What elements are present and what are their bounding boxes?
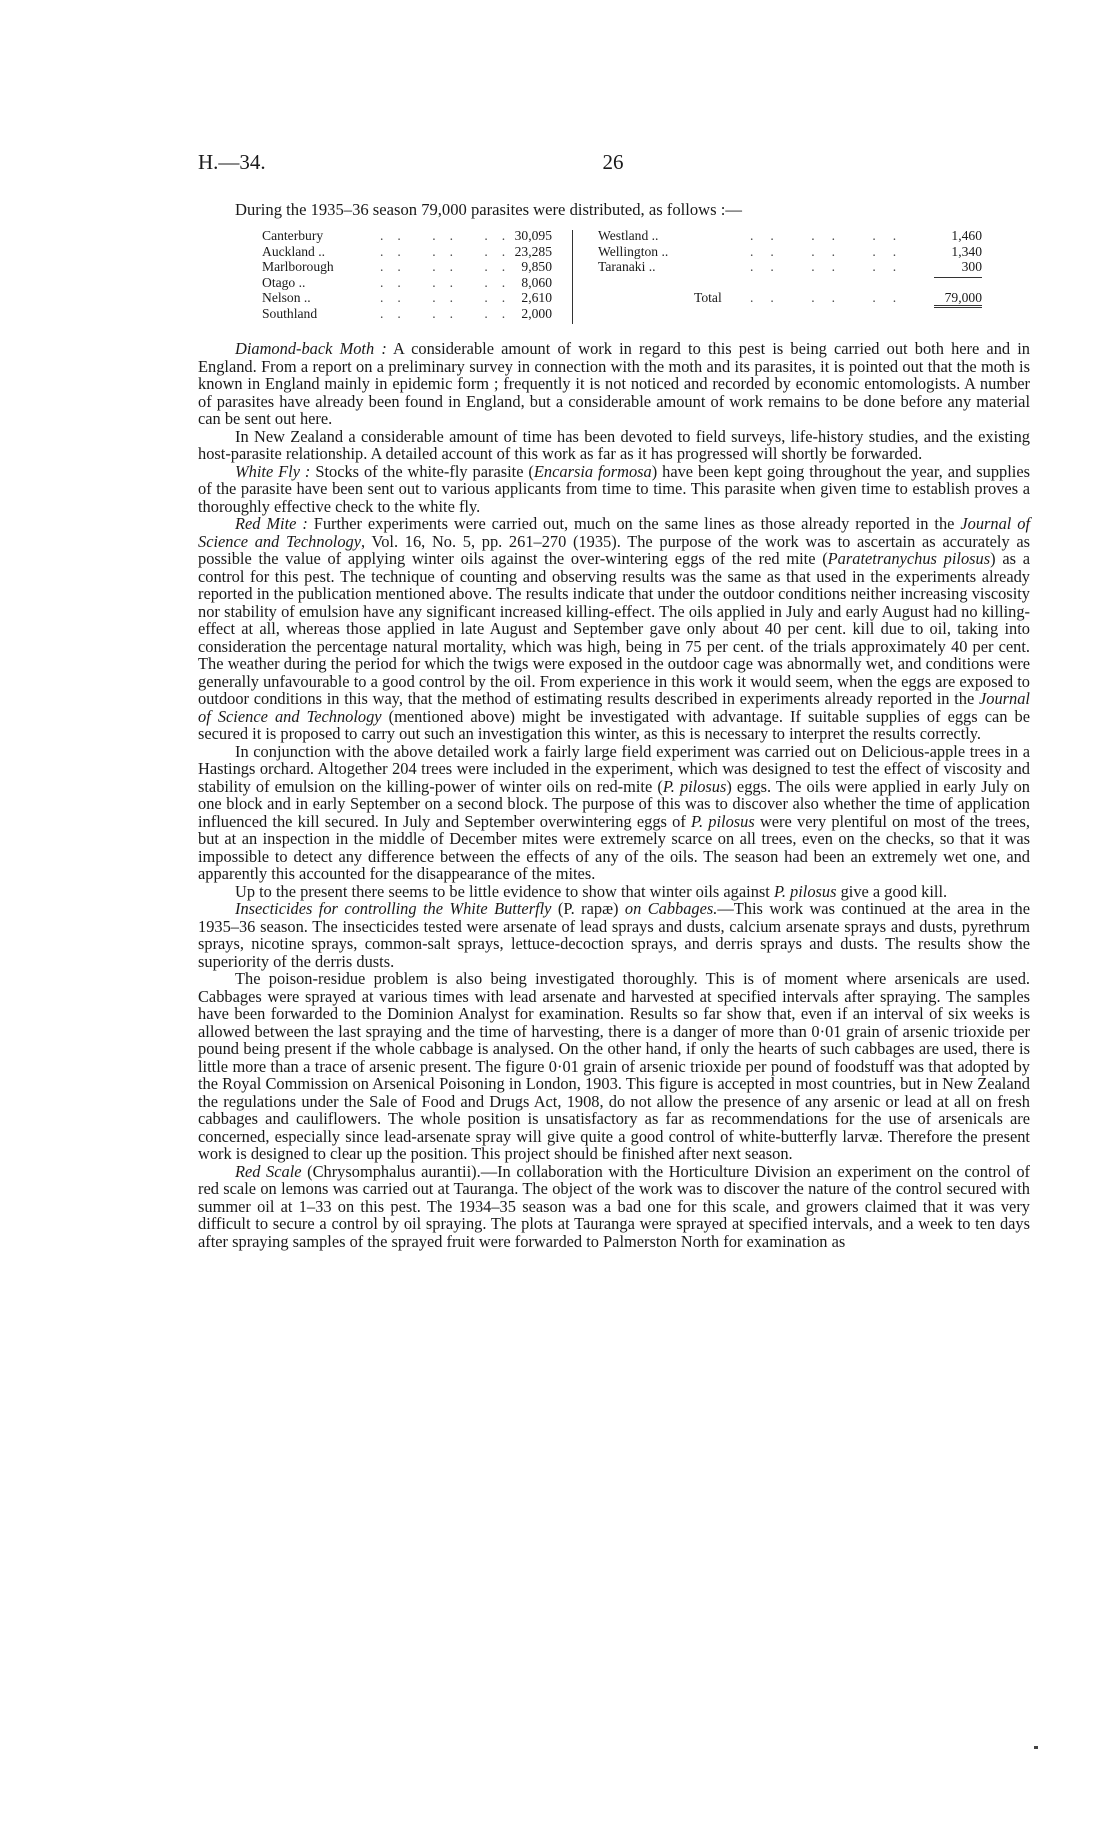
species-name: Encarsia formosa	[533, 461, 652, 481]
paragraph-poison-residue: The poison-residue problem is also being investigated thoroughly. This is of moment where arsenicals are used. Cabbages were sprayed at various times with lead arsenate and harvested at specified intervals after spraying. The samples have been forwarded to the Dominion Analyst for examination. Results so far show that, even if an interval of six weeks is allowed between the last spraying and the time of harvesting, there is a danger of more than 0·01 grain of arsenic trioxide per pound being present if the whole cabbage is analysed. On the other hand, if only the hearts of such cabbages are used, there is little more than a trace of arsenic present. The figure 0·01 grain of arsenic trioxide per pound of foodstuff was that adopted by the Royal Commission on Arsenical Poisoning in London, 1903. This figure is accepted in most countries, but in New Zealand the regulations under the Sale of Food and Drugs Act, 1908, do not allow the presence of any arsenic or lead at all on fresh cabbages and cauliflowers. The whole position is unsatisfactory as far as recommendations for the use of arsenicals are concerned, especially since lead-arsenate spray will give quite a good control of white-butterfly larvæ. Therefore the present work is designed to clear up the position. This project should be finished after next season.	[198, 969, 1030, 1163]
leader-dots: .. .. ..	[750, 290, 914, 306]
leader-dots: .. .. ..	[750, 259, 914, 275]
journal-title: Journal of Science and Technology	[198, 514, 1030, 551]
leader-dots: .. .. ..	[380, 259, 520, 275]
paragraph-field-experiment: In conjunction with the above detailed work a fairly large field experiment was carried out on Delicious-apple trees in a Hastings orchard. Altogether 204 trees were included in the experiment, which was designed to test the effect of viscosity and stability of emulsion on the killing-power of winter oils on red-mite (P. pilosus) eggs. The oils were applied in early July on one block and in early September on a second block. The purpose of this was to discover also whether the time of application influenced the kill secured. In July and September overwintering eggs of P. pilosus were very plentiful on most of the trees, but at an inspection in the middle of December mites were extremely scarce on all trees, even on the checks, so that it was impossible to detect any difference between the effects of any of the oils. The season had been an extremely wet one, and apparently this accounted for the disappearance of the mites.	[198, 741, 1031, 883]
distribution-column-right	[598, 228, 982, 306]
parasite-count: 2,610	[521, 290, 552, 306]
section-heading: on Cabbages.	[624, 899, 718, 918]
section-heading: Red Scale	[235, 1161, 302, 1181]
paragraph-white-fly: White Fly : Stocks of the white-fly parasite (Encarsia formosa) have been kept going throughout the year, and supplies of the parasite have been sent out to various applicants from time to time. This parasite when given time to establish proves a thoroughly effective check to the white fly.	[198, 461, 1031, 516]
parasite-count: 1,340	[951, 243, 982, 259]
paragraph-red-scale: Red Scale (Chrysomphalus aurantii).—In collaboration with the Horticulture Division an experiment on the control of red scale on lemons was carried out at Tauranga. The object of the work was to discover the nature of the control secured with summer oil at 1–33 on this pest. The 1934–35 season was a bad one for this scale, and growers claimed that it was very difficult to secure a control by oil spraying. The plots at Tauranga were sprayed at specified intervals, and a week to ten days after spraying samples of the sprayed fruit were forwarded to Palmerston North for examination as	[198, 1161, 1030, 1251]
print-speck	[1034, 1746, 1038, 1749]
section-heading: Diamond-back Moth :	[235, 339, 387, 358]
region-name: Otago ..	[262, 274, 306, 290]
leader-dots: .. .. ..	[380, 228, 520, 243]
leader-dots: .. .. ..	[380, 274, 520, 290]
region-name: Wellington ..	[598, 243, 669, 259]
paragraph-diamond-back-moth: Diamond-back Moth : A considerable amount of work in regard to this pest is being carried out both here and in England. From a report on a preliminary survey in connection with the moth and its parasites, it is pointed out that the moth is known in England mainly in epidemic form ; frequently it is not noticed and recorded by economic entomologists. A number of parasites have already been found in England, but a considerable amount of work remains to be done before any material can be sent out here.	[198, 339, 1031, 428]
page-number: 26	[602, 150, 624, 174]
leader-dots: .. .. ..	[380, 290, 520, 306]
total-label: Total	[694, 290, 722, 306]
parasite-count: 9,850	[521, 259, 552, 275]
table-row	[262, 244, 552, 260]
paragraph-evidence: Up to the present there seems to be little evidence to show that winter oils against P. pilosus give a good kill.	[235, 881, 948, 901]
species-name: P. pilosus	[662, 776, 727, 796]
parasite-count: 300	[961, 259, 982, 275]
parasite-count: 1,460	[951, 228, 982, 243]
region-name: Canterbury	[262, 228, 324, 243]
table-row	[262, 306, 552, 322]
total-value: 79,000	[944, 290, 982, 306]
section-heading: Insecticides for controlling the White Butterfly	[235, 899, 552, 918]
page-header	[198, 150, 1028, 180]
section-heading: White Fly :	[235, 461, 311, 481]
parasite-count: 8,060	[521, 274, 552, 290]
species-name: P. pilosus	[773, 881, 837, 901]
species-name: Paratetranychus pilosus	[827, 549, 991, 568]
total-double-rule	[934, 305, 982, 306]
leader-dots: .. .. ..	[750, 243, 914, 259]
leader-dots: .. .. ..	[380, 243, 520, 259]
table-row	[598, 259, 982, 275]
table-row	[598, 275, 982, 291]
parasite-count: 30,095	[514, 228, 552, 243]
total-double-rule	[934, 307, 982, 308]
leader-dots: .. .. ..	[380, 305, 520, 321]
section-heading: Red Mite :	[235, 514, 308, 533]
table-row	[598, 228, 982, 244]
leader-dots: .. .. ..	[750, 228, 914, 243]
region-name: Nelson ..	[262, 290, 311, 306]
paragraph-new-zealand-work: In New Zealand a considerable amount of time has been devoted to field surveys, life-history studies, and the existing host-parasite relationship. A detailed account of this work as far as it has progressed will shortly be forwarded.	[198, 426, 1030, 463]
parasite-count: 2,000	[521, 305, 552, 321]
region-name: Westland ..	[598, 228, 659, 243]
total-row	[598, 290, 982, 306]
region-name: Southland	[262, 305, 318, 321]
region-name: Marlborough	[262, 259, 334, 275]
table-row	[262, 228, 552, 244]
region-name: Taranaki ..	[598, 259, 656, 275]
table-row	[262, 275, 552, 291]
document-reference: H.—34.	[198, 150, 266, 174]
column-divider	[572, 230, 573, 324]
distribution-column-left	[262, 228, 552, 322]
journal-title: Journal of Science and Technology	[198, 689, 1030, 726]
body-text	[198, 340, 1030, 1250]
table-row	[262, 259, 552, 275]
parasite-count: 23,285	[514, 243, 552, 259]
region-name: Auckland ..	[262, 243, 326, 259]
table-row	[598, 244, 982, 260]
paragraph-red-mite: Red Mite : Further experiments were carried out, much on the same lines as those already reported in the Journal of Science and Technology, Vol. 16, No. 5, pp. 261–270 (1935). The purpose of the work was to ascertain as accurately as possible the value of applying winter oils against the over-wintering eggs of the red mite (Paratetranychus pilosus) as a control for this pest. The technique of counting and observing results was the same as that used in the experiments already reported in the publication mentioned above. The results indicate that under the outdoor conditions neither increasing viscosity nor stability of emulsion have any significant increased killing-effect. The oils applied in July and early August had no killing-effect at all, whereas those applied in late August and September gave only about 40 per cent. kill due to oil, taking into consideration the percentage natural mortality, which was high, being in 75 per cent. of the trials approximately 40 per cent. The weather during the period for which the twigs were exposed in the outdoor cage was abnormally wet, and conditions were generally unfavourable to a good control by the oil. From experience in this work it would seem, when the eggs are exposed to outdoor conditions in this way, that the method of estimating results described in experiments already reported in the Journal of Science and Technology (mentioned above) might be investigated with advantage. If suitable supplies of eggs can be secured it is proposed to carry out such an investigation this winter, as this is necessary to interpret the results correctly.	[198, 514, 1031, 743]
paragraph-white-butterfly: Insecticides for controlling the White Butterfly (P. rapæ) on Cabbages.—This work was continued at the area in the 1935–36 season. The insecticides tested were arsenate of lead sprays and dusts, calcium arsenate sprays and dusts, pyrethrum sprays, nicotine sprays, common-salt sprays, lettuce-decoction sprays, and derris sprays and dusts. The results show the superiority of the derris dusts.	[198, 899, 1031, 971]
distribution-intro: During the 1935–36 season 79,000 parasites were distributed, as follows :—	[235, 200, 742, 219]
table-row	[262, 290, 552, 306]
species-name: P. pilosus	[691, 811, 755, 831]
